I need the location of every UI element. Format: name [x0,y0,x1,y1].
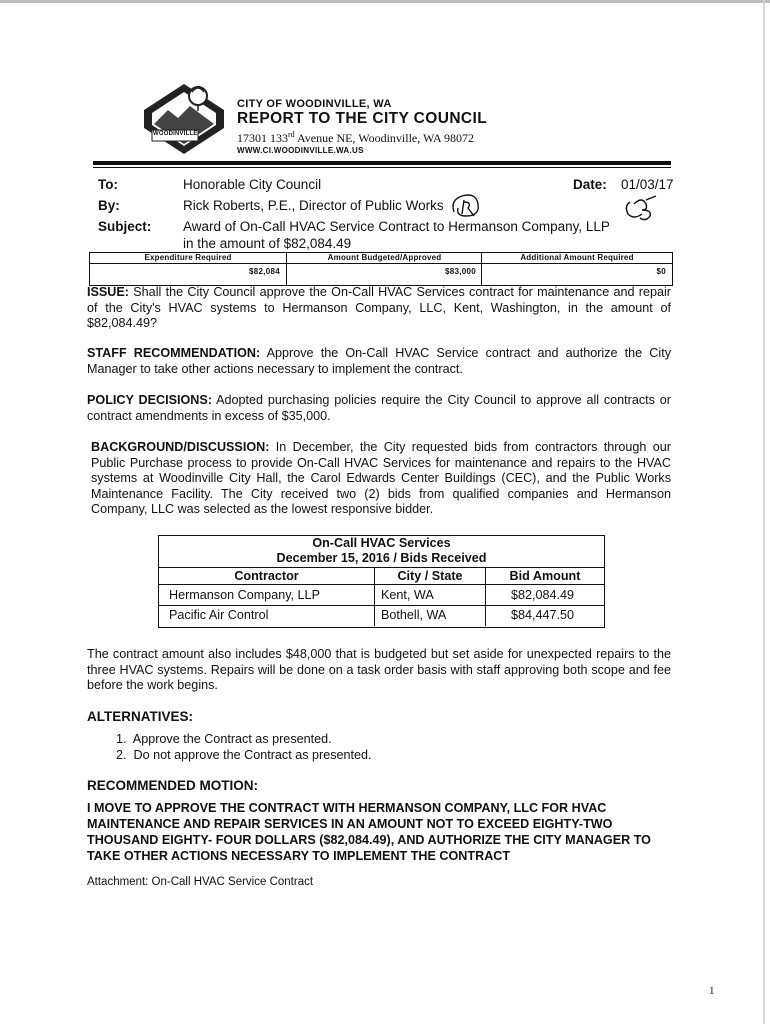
bids-table-rule [159,605,604,606]
background-paragraph: BACKGROUND/DISCUSSION: In December, the City requested bids from contractors through our Public Purchase process to provide On-Call HVAC Services for maintenance and repairs to the HVAC systems at Woodinville City Hall, the Carol Edwards Center Buildings (CEC), and the Public Works Maintenance Facility. The City received two (2) bids from qualified companies and Hermanson Company, LLC was selected as the lowest responsive bidder. [91,440,671,516]
director-initials-signature [448,190,488,220]
header-rule-thick [93,161,671,165]
bids-table-rule [159,584,604,585]
staff-recommendation-paragraph: STAFF RECOMMENDATION: Approve the On-Call HVAC Service contract and authorize the City Manager to take other actions necessary to implement the contract. [87,346,671,376]
issue-paragraph: ISSUE: Shall the City Council approve the On-Call HVAC Services contract for maintenance and repair of the City's HVAC systems to Hermanson Company, LLC, Kent, Washington, in the amount of $82,084.49? [87,285,671,330]
subject-label: Subject: [98,219,152,234]
alternative-item: 1. Approve the Contract as presented. [116,732,332,746]
recommended-motion-text: I MOVE TO APPROVE THE CONTRACT WITH HERMANSON COMPANY, LLC FOR HVAC MAINTENANCE AND REPAIR SERVICES IN AN AMOUNT NOT TO EXCEED EIGHTY-TWO THOUSAND EIGHTY- FOUR DOLLARS ($82,084.49), AND AUTHORIZE THE CITY MANAGER TO TAKE OTHER ACTIONS NECESSARY TO IMPLEMENT THE CONTRACT [87,801,651,863]
date-label: Date: [573,177,607,192]
date-value: 01/03/17 [621,177,674,192]
bids-table-title: On-Call HVAC Services [312,536,451,550]
policy-decisions-paragraph: POLICY DECISIONS: Adopted purchasing policies require the City Council to approve all contracts or contract amendments in excess of $35,000. [87,393,671,423]
additional-amount-cell [481,253,672,285]
expenditure-table [89,252,673,286]
to-label: To: [98,177,118,192]
bids-header-city: City / State [397,569,463,583]
letterhead-address: 17301 133rd Avenue NE, Woodinville, WA 98072 [237,130,475,145]
bids-table-rule [159,567,604,568]
by-value: Rick Roberts, P.E., Director of Public Works [183,198,444,213]
city-seal-logo [140,80,228,158]
expenditure-value: $83,000 [444,267,476,276]
bid-row-2-contractor: Pacific Air Control [169,608,269,622]
scan-edge-right [763,0,765,1024]
bid-row-2-amount: $84,447.50 [511,608,575,622]
letterhead-title: REPORT TO THE CITY COUNCIL [237,110,488,127]
bid-row-1-amount: $82,084.49 [511,588,575,602]
logo-banner-text: WOODINVILLE [153,131,198,137]
scan-edge-top [0,0,770,3]
bid-row-1-contractor: Hermanson Company, LLP [169,588,320,602]
amount-budgeted-cell [286,253,482,285]
letterhead-website: WWW.CI.WOODINVILLE.WA.US [237,146,364,155]
recommended-motion-heading: RECOMMENDED MOTION: [87,778,258,793]
bids-table-subtitle: December 15, 2016 / Bids Received [276,551,487,565]
subject-line1: Award of On-Call HVAC Service Contract to Hermanson Company, LLP [183,219,610,234]
expenditure-required-cell [90,253,286,285]
attachment-note: Attachment: On-Call HVAC Service Contract [87,876,314,888]
expenditure-header: Additional Amount Required [482,253,672,264]
header-rule-thin [93,167,671,168]
to-value: Honorable City Council [183,177,322,192]
expenditure-value: $0 [656,267,666,276]
page-number: 1 [709,985,715,997]
expenditure-value: $82,084 [248,267,280,276]
bids-table [158,535,605,628]
bid-row-1-city: Kent, WA [381,588,434,602]
subject-line2: in the amount of $82,084.49 [183,236,352,251]
bids-header-amount: Bid Amount [509,569,581,583]
manager-initials-signature [620,192,660,222]
letterhead-city: CITY OF WOODINVILLE, WA [237,98,392,110]
alternative-item: 2. Do not approve the Contract as presented. [116,748,372,762]
contract-note-paragraph: The contract amount also includes $48,000 that is budgeted but set aside for unexpected repairs to the three HVAC systems. Repairs will be done on a task order basis with staff approving both scope and fee before the work begins. [87,647,671,692]
by-label: By: [98,198,120,213]
bids-header-contractor: Contractor [234,569,299,583]
alternatives-heading: ALTERNATIVES: [87,709,193,724]
expenditure-header: Amount Budgeted/Approved [287,253,482,264]
bid-row-2-city: Bothell, WA [381,608,447,622]
expenditure-header: Expenditure Required [90,253,286,264]
